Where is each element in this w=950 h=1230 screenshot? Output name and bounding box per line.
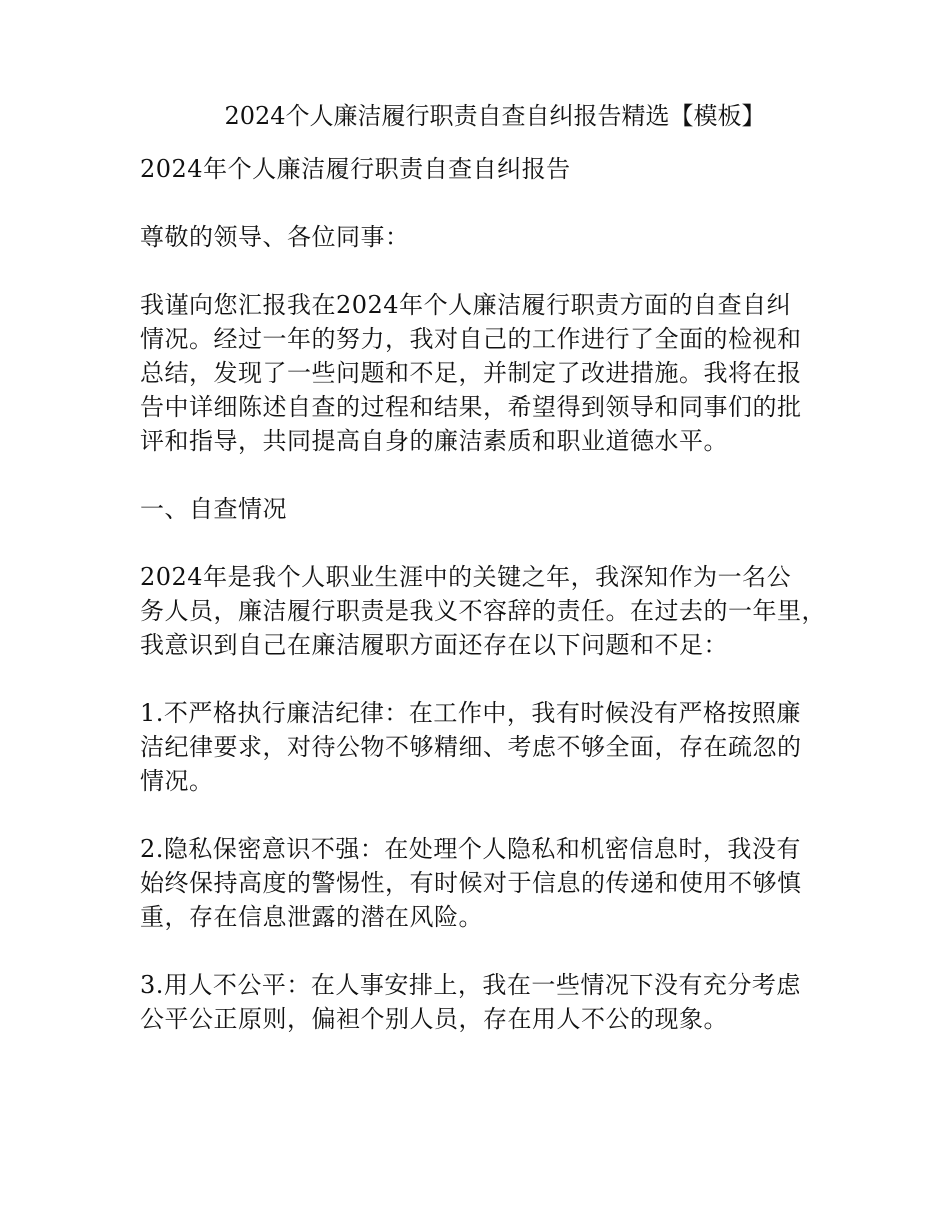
paragraph-gap: [140, 186, 830, 220]
section-heading: 一、自查情况: [140, 495, 287, 523]
paragraph-line: 洁纪律要求，对待公物不够精细、考虑不够全面，存在疏忽的: [140, 733, 802, 761]
section1-paragraph: [140, 560, 830, 662]
paragraph-line: 告中详细陈述自查的过程和结果，希望得到领导和同事们的批: [140, 393, 802, 421]
paragraph-line: 评和指导，共同提高自身的廉洁素质和职业道德水平。: [140, 427, 728, 455]
paragraph-line: 2.隐私保密意识不强：在处理个人隐私和机密信息时，我没有: [140, 835, 801, 863]
paragraph-line: 情况。: [140, 767, 214, 795]
list-item: [140, 696, 830, 798]
paragraph-line: 情况。经过一年的努力，我对自己的工作进行了全面的检视和: [140, 325, 802, 353]
paragraph-gap: [140, 526, 830, 560]
paragraph-line: 1.不严格执行廉洁纪律：在工作中，我有时候没有严格按照廉: [140, 699, 801, 727]
paragraph-gap: [140, 934, 830, 968]
paragraph-gap: [140, 254, 830, 288]
paragraph-gap: [140, 662, 830, 696]
paragraph-line: 公平公正原则，偏袒个别人员，存在用人不公的现象。: [140, 1005, 728, 1033]
paragraph-line: 2024年是我个人职业生涯中的关键之年，我深知作为一名公: [140, 563, 792, 591]
paragraph-line: 重，存在信息泄露的潜在风险。: [140, 903, 483, 931]
paragraph-line: 务人员，廉洁履行职责是我义不容辞的责任。在过去的一年里，: [140, 597, 826, 625]
paragraph-line: 3.用人不公平：在人事安排上，我在一些情况下没有充分考虑: [140, 971, 801, 999]
paragraph-gap: [140, 798, 830, 832]
document-title: 2024个人廉洁履行职责自查自纠报告精选【模板】: [224, 102, 766, 130]
greeting: 尊敬的领导、各位同事：: [140, 223, 410, 251]
list-item: [140, 968, 830, 1036]
report-subtitle: 2024年个人廉洁履行职责自查自纠报告: [140, 155, 571, 183]
paragraph-gap: [140, 458, 830, 492]
paragraph-line: 我意识到自己在廉洁履职方面还存在以下问题和不足：: [140, 631, 728, 659]
paragraph-line: 总结，发现了一些问题和不足，并制定了改进措施。我将在报: [140, 359, 802, 387]
paragraph-line: 我谨向您汇报我在2024年个人廉洁履行职责方面的自查自纠: [140, 291, 792, 319]
list-item: [140, 832, 830, 934]
paragraph-line: 始终保持高度的警惕性，有时候对于信息的传递和使用不够慎: [140, 869, 802, 897]
intro-paragraph: [140, 288, 830, 458]
